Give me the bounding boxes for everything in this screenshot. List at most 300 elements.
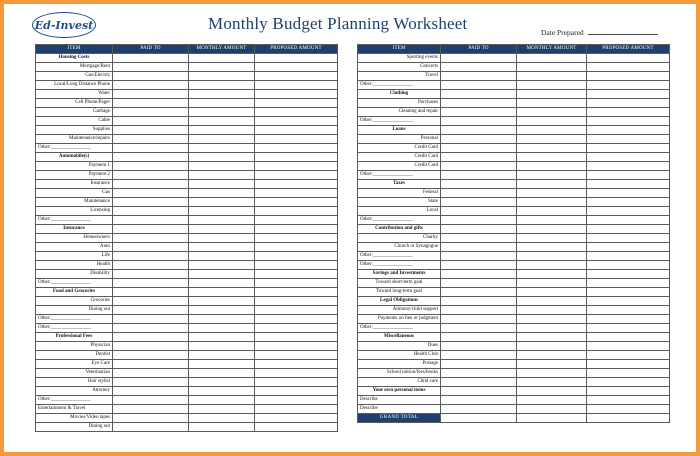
proposed-amount-cell[interactable] <box>255 225 338 234</box>
proposed-amount-cell[interactable] <box>255 189 338 198</box>
paid-to-cell[interactable] <box>441 126 517 135</box>
item-label[interactable]: Other:________________ <box>358 81 441 90</box>
proposed-amount-cell[interactable] <box>587 171 670 180</box>
monthly-amount-cell[interactable] <box>189 378 255 387</box>
paid-to-cell[interactable] <box>113 234 189 243</box>
paid-to-cell[interactable] <box>441 90 517 99</box>
monthly-amount-cell[interactable] <box>189 396 255 405</box>
proposed-amount-cell[interactable] <box>255 279 338 288</box>
paid-to-cell[interactable] <box>113 162 189 171</box>
paid-to-cell[interactable] <box>113 198 189 207</box>
proposed-amount-cell[interactable] <box>255 144 338 153</box>
monthly-amount-cell[interactable] <box>189 144 255 153</box>
paid-to-cell[interactable] <box>113 153 189 162</box>
monthly-amount-cell[interactable] <box>517 351 587 360</box>
table-row <box>36 108 338 117</box>
paid-to-cell[interactable] <box>113 279 189 288</box>
proposed-amount-cell[interactable] <box>255 198 338 207</box>
paid-to-cell[interactable] <box>441 324 517 333</box>
proposed-amount-cell[interactable] <box>255 72 338 81</box>
monthly-amount-cell[interactable] <box>189 270 255 279</box>
table-row <box>36 234 338 243</box>
paid-to-cell[interactable] <box>113 270 189 279</box>
proposed-amount-cell[interactable] <box>255 333 338 342</box>
proposed-amount-cell[interactable] <box>255 243 338 252</box>
monthly-amount-cell[interactable] <box>517 252 587 261</box>
monthly-amount-cell[interactable] <box>517 180 587 189</box>
paid-to-cell[interactable] <box>441 405 517 414</box>
proposed-amount-cell[interactable] <box>255 297 338 306</box>
proposed-amount-cell[interactable] <box>255 342 338 351</box>
paid-to-cell[interactable] <box>441 108 517 117</box>
proposed-amount-cell[interactable] <box>255 54 338 63</box>
proposed-amount-cell[interactable] <box>587 81 670 90</box>
paid-to-cell[interactable] <box>441 378 517 387</box>
item-label[interactable]: Other:________________ <box>358 117 441 126</box>
proposed-amount-cell[interactable] <box>587 270 670 279</box>
paid-to-cell[interactable] <box>113 261 189 270</box>
paid-to-cell[interactable] <box>441 297 517 306</box>
monthly-amount-cell[interactable] <box>189 360 255 369</box>
item-label[interactable]: Other:________________ <box>358 252 441 261</box>
item-label[interactable]: Other:________________ <box>36 279 113 288</box>
paid-to-cell[interactable] <box>113 405 189 414</box>
item-label: Physician <box>36 342 113 351</box>
date-prepared <box>541 28 658 37</box>
table-row <box>358 360 670 369</box>
proposed-amount-cell[interactable] <box>255 180 338 189</box>
paid-to-cell[interactable] <box>441 180 517 189</box>
monthly-amount-cell[interactable] <box>517 279 587 288</box>
proposed-amount-cell[interactable] <box>255 360 338 369</box>
proposed-amount-cell[interactable] <box>587 306 670 315</box>
monthly-amount-cell[interactable] <box>189 99 255 108</box>
proposed-amount-cell[interactable] <box>255 315 338 324</box>
paid-to-cell[interactable] <box>441 198 517 207</box>
monthly-amount-cell[interactable] <box>189 126 255 135</box>
proposed-amount-cell[interactable] <box>587 108 670 117</box>
proposed-amount-cell[interactable] <box>255 234 338 243</box>
item-label: Auto <box>36 243 113 252</box>
paid-to-cell[interactable] <box>113 306 189 315</box>
monthly-amount-cell[interactable] <box>517 306 587 315</box>
proposed-amount-cell[interactable] <box>587 144 670 153</box>
monthly-amount-cell[interactable] <box>517 234 587 243</box>
proposed-amount-cell[interactable] <box>255 351 338 360</box>
paid-to-cell[interactable] <box>441 369 517 378</box>
item-label[interactable]: Other:________________ <box>36 396 113 405</box>
monthly-amount-cell[interactable] <box>189 54 255 63</box>
proposed-amount-cell[interactable] <box>587 117 670 126</box>
proposed-amount-cell[interactable] <box>587 216 670 225</box>
paid-to-cell[interactable] <box>441 144 517 153</box>
monthly-amount-cell[interactable] <box>189 261 255 270</box>
paid-to-cell[interactable] <box>113 342 189 351</box>
proposed-amount-cell[interactable] <box>587 90 670 99</box>
proposed-amount-cell[interactable] <box>255 252 338 261</box>
table-row <box>36 72 338 81</box>
paid-to-cell[interactable] <box>113 216 189 225</box>
paid-to-cell[interactable] <box>441 162 517 171</box>
paid-to-cell[interactable] <box>113 414 189 423</box>
monthly-amount-cell[interactable] <box>189 234 255 243</box>
paid-to-cell[interactable] <box>113 378 189 387</box>
paid-to-cell[interactable] <box>113 81 189 90</box>
monthly-amount-cell[interactable] <box>517 144 587 153</box>
proposed-amount-cell[interactable] <box>587 72 670 81</box>
proposed-amount-cell[interactable] <box>587 180 670 189</box>
paid-to-cell[interactable] <box>113 387 189 396</box>
monthly-amount-cell[interactable] <box>189 189 255 198</box>
monthly-amount-cell[interactable] <box>189 306 255 315</box>
paid-to-cell[interactable] <box>441 288 517 297</box>
paid-to-cell[interactable] <box>441 81 517 90</box>
monthly-amount-cell[interactable] <box>517 207 587 216</box>
paid-to-cell[interactable] <box>113 135 189 144</box>
monthly-amount-cell[interactable] <box>517 369 587 378</box>
monthly-amount-cell[interactable] <box>189 198 255 207</box>
table-row <box>358 162 670 171</box>
paid-to-cell[interactable] <box>113 72 189 81</box>
monthly-amount-cell[interactable] <box>517 342 587 351</box>
monthly-amount-cell[interactable] <box>189 225 255 234</box>
monthly-amount-cell[interactable] <box>189 171 255 180</box>
item-label: Child care <box>358 378 441 387</box>
proposed-amount-cell[interactable] <box>587 99 670 108</box>
item-label[interactable]: Other:________________ <box>358 324 441 333</box>
monthly-amount-cell[interactable] <box>189 135 255 144</box>
paid-to-cell[interactable] <box>441 63 517 72</box>
proposed-amount-cell[interactable] <box>587 288 670 297</box>
monthly-amount-cell[interactable] <box>517 108 587 117</box>
monthly-amount-cell[interactable] <box>517 225 587 234</box>
proposed-amount-cell[interactable] <box>255 117 338 126</box>
proposed-amount-cell[interactable] <box>587 207 670 216</box>
monthly-amount-cell[interactable] <box>517 54 587 63</box>
item-label: Local <box>358 207 441 216</box>
monthly-amount-cell[interactable] <box>517 333 587 342</box>
monthly-amount-cell[interactable] <box>189 72 255 81</box>
monthly-amount-cell[interactable] <box>517 288 587 297</box>
paid-to-cell[interactable] <box>113 99 189 108</box>
monthly-amount-cell[interactable] <box>189 423 255 432</box>
monthly-amount-cell[interactable] <box>517 315 587 324</box>
monthly-amount-cell[interactable] <box>517 162 587 171</box>
paid-to-cell[interactable] <box>113 207 189 216</box>
paid-to-cell[interactable] <box>441 216 517 225</box>
paid-to-cell[interactable] <box>441 333 517 342</box>
proposed-amount-cell[interactable] <box>255 162 338 171</box>
proposed-amount-cell[interactable] <box>587 315 670 324</box>
proposed-amount-cell[interactable] <box>255 90 338 99</box>
proposed-amount-cell[interactable] <box>587 63 670 72</box>
monthly-amount-cell[interactable] <box>517 270 587 279</box>
column-header-monthly-amount: MONTHLY AMOUNT <box>189 45 255 54</box>
item-label[interactable]: Other:________________ <box>36 144 113 153</box>
paid-to-cell[interactable] <box>441 234 517 243</box>
proposed-amount-cell[interactable] <box>587 153 670 162</box>
monthly-amount-cell[interactable] <box>189 342 255 351</box>
paid-to-cell[interactable] <box>113 225 189 234</box>
table-row <box>358 108 670 117</box>
item-label[interactable]: Other:________________ <box>36 324 113 333</box>
paid-to-cell[interactable] <box>113 117 189 126</box>
monthly-amount-cell[interactable] <box>517 189 587 198</box>
proposed-amount-cell[interactable] <box>587 396 670 405</box>
paid-to-cell[interactable] <box>441 54 517 63</box>
table-row <box>36 414 338 423</box>
table-row <box>358 261 670 270</box>
item-label[interactable]: Other:________________ <box>358 171 441 180</box>
table-row <box>358 324 670 333</box>
proposed-amount-cell[interactable] <box>587 135 670 144</box>
paid-to-cell[interactable] <box>441 342 517 351</box>
grand-total-proposed-cell[interactable] <box>587 414 670 423</box>
monthly-amount-cell[interactable] <box>189 288 255 297</box>
table-row <box>36 126 338 135</box>
proposed-amount-cell[interactable] <box>255 369 338 378</box>
item-label: Dues <box>358 342 441 351</box>
monthly-amount-cell[interactable] <box>189 63 255 72</box>
monthly-amount-cell[interactable] <box>189 153 255 162</box>
proposed-amount-cell[interactable] <box>587 297 670 306</box>
table-row <box>358 180 670 189</box>
proposed-amount-cell[interactable] <box>587 351 670 360</box>
paid-to-cell[interactable] <box>441 261 517 270</box>
monthly-amount-cell[interactable] <box>189 252 255 261</box>
proposed-amount-cell[interactable] <box>587 333 670 342</box>
proposed-amount-cell[interactable] <box>255 423 338 432</box>
table-row <box>358 279 670 288</box>
proposed-amount-cell[interactable] <box>587 234 670 243</box>
paid-to-cell[interactable] <box>441 351 517 360</box>
proposed-amount-cell[interactable] <box>255 378 338 387</box>
monthly-amount-cell[interactable] <box>189 414 255 423</box>
monthly-amount-cell[interactable] <box>189 333 255 342</box>
table-row <box>358 153 670 162</box>
proposed-amount-cell[interactable] <box>255 135 338 144</box>
grand-total-monthly-cell[interactable] <box>517 414 587 423</box>
paid-to-cell[interactable] <box>113 54 189 63</box>
item-label: Postage <box>358 360 441 369</box>
paid-to-cell[interactable] <box>441 270 517 279</box>
paid-to-cell[interactable] <box>113 171 189 180</box>
paid-to-cell[interactable] <box>113 360 189 369</box>
proposed-amount-cell[interactable] <box>255 261 338 270</box>
monthly-amount-cell[interactable] <box>189 315 255 324</box>
monthly-amount-cell[interactable] <box>189 90 255 99</box>
proposed-amount-cell[interactable] <box>255 396 338 405</box>
paid-to-cell[interactable] <box>441 99 517 108</box>
item-label[interactable]: Other:________________ <box>358 216 441 225</box>
monthly-amount-cell[interactable] <box>517 153 587 162</box>
table-row <box>36 99 338 108</box>
paid-to-cell[interactable] <box>113 243 189 252</box>
proposed-amount-cell[interactable] <box>255 414 338 423</box>
monthly-amount-cell[interactable] <box>517 378 587 387</box>
monthly-amount-cell[interactable] <box>517 126 587 135</box>
proposed-amount-cell[interactable] <box>587 387 670 396</box>
proposed-amount-cell[interactable] <box>255 126 338 135</box>
item-label[interactable]: Other:________________ <box>36 216 113 225</box>
table-row <box>36 135 338 144</box>
monthly-amount-cell[interactable] <box>517 135 587 144</box>
monthly-amount-cell[interactable] <box>189 324 255 333</box>
item-label: Hair stylist <box>36 378 113 387</box>
item-label: Cell Phone/Pager <box>36 99 113 108</box>
proposed-amount-cell[interactable] <box>587 243 670 252</box>
monthly-amount-cell[interactable] <box>517 171 587 180</box>
proposed-amount-cell[interactable] <box>587 405 670 414</box>
grand-total-paid-to-cell[interactable] <box>441 414 517 423</box>
paid-to-cell[interactable] <box>441 387 517 396</box>
proposed-amount-cell[interactable] <box>255 81 338 90</box>
paid-to-cell[interactable] <box>441 306 517 315</box>
monthly-amount-cell[interactable] <box>189 405 255 414</box>
proposed-amount-cell[interactable] <box>255 153 338 162</box>
table-row <box>358 216 670 225</box>
paid-to-cell[interactable] <box>113 108 189 117</box>
monthly-amount-cell[interactable] <box>189 81 255 90</box>
proposed-amount-cell[interactable] <box>255 387 338 396</box>
paid-to-cell[interactable] <box>441 243 517 252</box>
item-label[interactable]: Other:________________ <box>358 261 441 270</box>
monthly-amount-cell[interactable] <box>189 162 255 171</box>
proposed-amount-cell[interactable] <box>587 225 670 234</box>
proposed-amount-cell[interactable] <box>587 126 670 135</box>
proposed-amount-cell[interactable] <box>587 342 670 351</box>
proposed-amount-cell[interactable] <box>587 198 670 207</box>
monthly-amount-cell[interactable] <box>517 396 587 405</box>
monthly-amount-cell[interactable] <box>189 108 255 117</box>
proposed-amount-cell[interactable] <box>255 99 338 108</box>
table-row <box>358 270 670 279</box>
proposed-amount-cell[interactable] <box>587 189 670 198</box>
proposed-amount-cell[interactable] <box>587 324 670 333</box>
monthly-amount-cell[interactable] <box>517 90 587 99</box>
paid-to-cell[interactable] <box>113 423 189 432</box>
proposed-amount-cell[interactable] <box>255 171 338 180</box>
proposed-amount-cell[interactable] <box>255 207 338 216</box>
monthly-amount-cell[interactable] <box>517 261 587 270</box>
paid-to-cell[interactable] <box>441 252 517 261</box>
monthly-amount-cell[interactable] <box>189 279 255 288</box>
proposed-amount-cell[interactable] <box>255 216 338 225</box>
item-label: Cleaning and repair <box>358 108 441 117</box>
table-row <box>358 72 670 81</box>
item-label[interactable]: Other:________________ <box>36 315 113 324</box>
paid-to-cell[interactable] <box>441 72 517 81</box>
paid-to-cell[interactable] <box>113 288 189 297</box>
proposed-amount-cell[interactable] <box>587 279 670 288</box>
paid-to-cell[interactable] <box>113 252 189 261</box>
monthly-amount-cell[interactable] <box>517 360 587 369</box>
monthly-amount-cell[interactable] <box>517 198 587 207</box>
paid-to-cell[interactable] <box>441 117 517 126</box>
table-body-right <box>358 54 670 414</box>
ed-invest-logo: Ed-Invest <box>32 12 96 38</box>
paid-to-cell[interactable] <box>113 315 189 324</box>
paid-to-cell[interactable] <box>113 180 189 189</box>
paid-to-cell[interactable] <box>441 207 517 216</box>
paid-to-cell[interactable] <box>113 324 189 333</box>
proposed-amount-cell[interactable] <box>255 270 338 279</box>
paid-to-cell[interactable] <box>113 396 189 405</box>
monthly-amount-cell[interactable] <box>517 216 587 225</box>
proposed-amount-cell[interactable] <box>587 378 670 387</box>
paid-to-cell[interactable] <box>113 90 189 99</box>
item-label: Gas <box>36 189 113 198</box>
monthly-amount-cell[interactable] <box>517 99 587 108</box>
paid-to-cell[interactable] <box>441 135 517 144</box>
monthly-amount-cell[interactable] <box>189 207 255 216</box>
paid-to-cell[interactable] <box>113 297 189 306</box>
paid-to-cell[interactable] <box>441 396 517 405</box>
monthly-amount-cell[interactable] <box>189 387 255 396</box>
monthly-amount-cell[interactable] <box>517 297 587 306</box>
monthly-amount-cell[interactable] <box>189 369 255 378</box>
paid-to-cell[interactable] <box>441 315 517 324</box>
monthly-amount-cell[interactable] <box>517 63 587 72</box>
proposed-amount-cell[interactable] <box>255 405 338 414</box>
monthly-amount-cell[interactable] <box>189 297 255 306</box>
monthly-amount-cell[interactable] <box>189 117 255 126</box>
proposed-amount-cell[interactable] <box>587 369 670 378</box>
monthly-amount-cell[interactable] <box>517 117 587 126</box>
paid-to-cell[interactable] <box>441 189 517 198</box>
proposed-amount-cell[interactable] <box>255 108 338 117</box>
proposed-amount-cell[interactable] <box>587 360 670 369</box>
date-prepared-field[interactable] <box>588 28 658 35</box>
monthly-amount-cell[interactable] <box>517 72 587 81</box>
grand-total-label: GRAND TOTAL <box>358 414 441 423</box>
paid-to-cell[interactable] <box>113 369 189 378</box>
monthly-amount-cell[interactable] <box>189 216 255 225</box>
monthly-amount-cell[interactable] <box>189 351 255 360</box>
table-row <box>36 162 338 171</box>
monthly-amount-cell[interactable] <box>517 81 587 90</box>
monthly-amount-cell[interactable] <box>517 243 587 252</box>
paid-to-cell[interactable] <box>113 189 189 198</box>
paid-to-cell[interactable] <box>113 144 189 153</box>
paid-to-cell[interactable] <box>441 153 517 162</box>
paid-to-cell[interactable] <box>441 225 517 234</box>
paid-to-cell[interactable] <box>113 333 189 342</box>
monthly-amount-cell[interactable] <box>517 324 587 333</box>
proposed-amount-cell[interactable] <box>255 324 338 333</box>
monthly-amount-cell[interactable] <box>189 243 255 252</box>
proposed-amount-cell[interactable] <box>255 306 338 315</box>
monthly-amount-cell[interactable] <box>517 387 587 396</box>
proposed-amount-cell[interactable] <box>255 288 338 297</box>
paid-to-cell[interactable] <box>113 351 189 360</box>
monthly-amount-cell[interactable] <box>517 405 587 414</box>
table-row <box>36 216 338 225</box>
paid-to-cell[interactable] <box>113 126 189 135</box>
table-row <box>36 378 338 387</box>
proposed-amount-cell[interactable] <box>255 63 338 72</box>
paid-to-cell[interactable] <box>441 279 517 288</box>
proposed-amount-cell[interactable] <box>587 162 670 171</box>
category-label: Insurance <box>36 225 113 234</box>
proposed-amount-cell[interactable] <box>587 252 670 261</box>
paid-to-cell[interactable] <box>113 63 189 72</box>
proposed-amount-cell[interactable] <box>587 261 670 270</box>
proposed-amount-cell[interactable] <box>587 54 670 63</box>
paid-to-cell[interactable] <box>441 360 517 369</box>
paid-to-cell[interactable] <box>441 171 517 180</box>
monthly-amount-cell[interactable] <box>189 180 255 189</box>
